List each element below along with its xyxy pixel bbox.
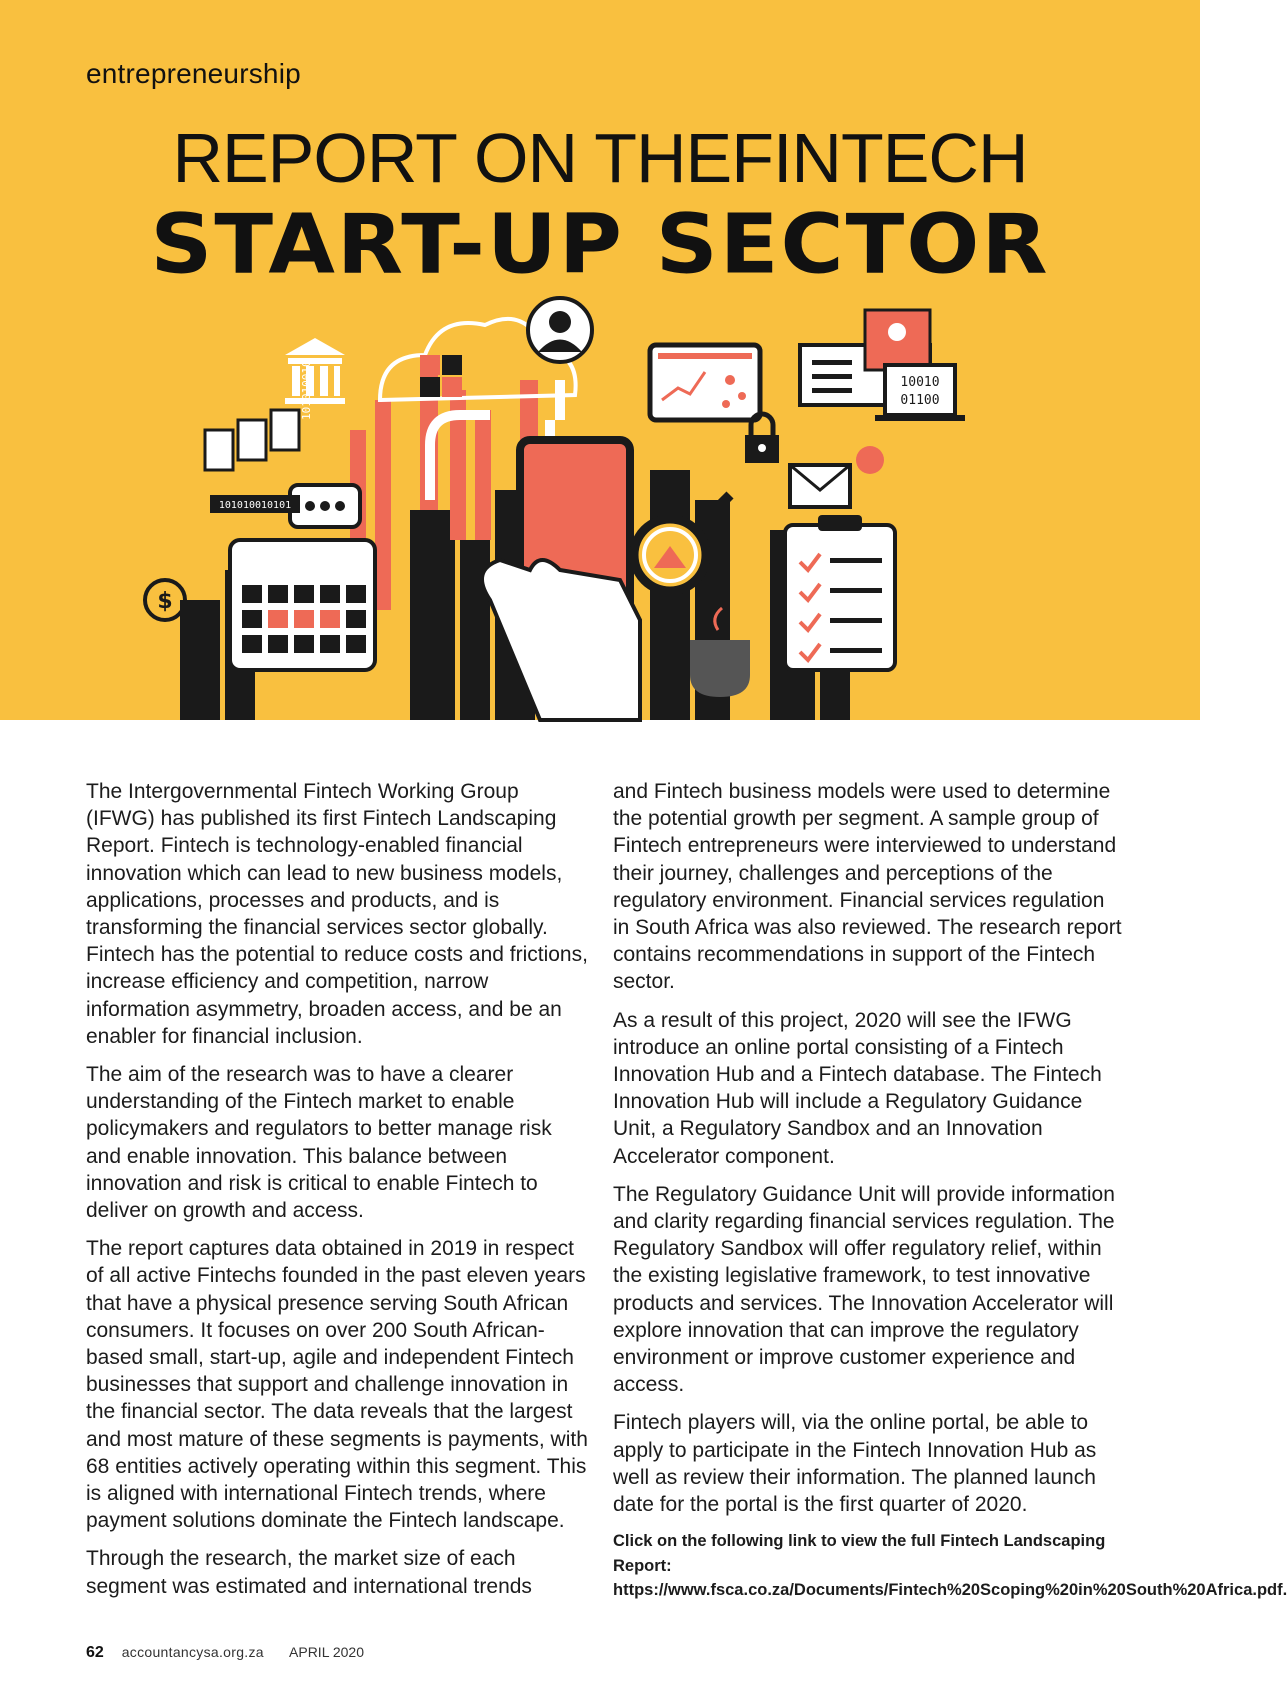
dollar-coin-icon [145,580,185,620]
report-link-note[interactable]: Click on the following link to view the full Fintech Landscaping Report: https://www.fsca.co.za/Documents/Fintech%20Scoping%20in%20South%20Africa.pdf. [613,1532,1287,1600]
article-title-line2: START-UP SECTOR [150,197,1050,293]
hero-banner [0,0,1200,720]
bank-icon [285,338,345,404]
section-label: entrepreneurship [86,58,301,89]
envelope-icon [790,446,884,507]
analytics-screen-icon [650,345,760,420]
clipboard-checklist-icon [785,515,895,670]
right-text-column [613,778,1287,1614]
footer-issue: APRIL 2020 [289,1644,364,1660]
calendar-icon [230,540,375,670]
page-footer [86,1644,364,1662]
paragraph: and Fintech business models were used to determine the potential growth per segment. A sample group of Fintech entrepreneurs were interviewed to understand their journey, challenges and perceptions of the regulatory environment. Financial services regulation in South Africa was also reviewed. The research report contains recommendations in support of the Fintech sector. [613,780,1122,994]
speech-bubble-icon [290,485,360,527]
lock-icon [745,414,779,463]
footer-site: accountancysa.org.za [121,1644,264,1660]
paragraph: The aim of the research was to have a clearer understanding of the Fintech market to enable policymakers and regulators to better manage risk and enable innovation. This balance between innovation and risk is critical to enable Fintech to deliver on growth and access. [86,1063,552,1223]
documents-icon [205,410,299,470]
paragraph: The Regulatory Guidance Unit will provide information and clarity regarding financial services regulation. The Regulatory Sandbox will offer regulatory relief, within the existing legislative framework, to test innovative products and services. The Innovation Accelerator will explore innovation that can improve the regulatory environment or improve customer experience and access. [613,1182,1115,1397]
article-title-line1: REPORT ON THEFINTECH [172,119,1028,197]
laptop-icon [875,365,965,421]
paragraph: The Intergovernmental Fintech Working Group (IFWG) has published its first Fintech Landscaping Report. Fintech is technology-enabled financial innovation which can lead to new business models, applications, processes and products, and is transforming the financial services sector globally. Fintech has the potential to reduce costs and frictions, increase efficiency and competition, narrow information asymmetry, broaden access, and be an enabler for financial inclusion. [86,780,588,1048]
fintech-city-illustration [130,300,1070,720]
binary-strip [210,495,300,513]
paragraph: Through the research, the market size of each segment was estimated and international trends [86,1547,532,1598]
svg-text:101010010101: 101010010101 [218,500,292,511]
binary-vertical: 101010010 [300,360,313,420]
svg-text:$: $ [157,589,173,614]
user-avatar-icon [528,298,592,362]
svg-text:01100: 01100 [900,393,940,408]
paragraph: As a result of this project, 2020 will see the IFWG introduce an online portal consisting of a Fintech Innovation Hub and a Fintech database. The Fintech Innovation Hub will include a Regulatory Guidance Unit, a Regulatory Sandbox and an Innovation Accelerator component. [613,1008,1102,1168]
svg-text:10010: 10010 [900,375,940,390]
paragraph: The report captures data obtained in 2019 in respect of all active Fintechs founded in the past eleven years that have a physical presence serving South African consumers. It focuses on over 200 South African-based small, start-up, agile and independent Fintech businesses that support and challenge innovation in the financial sector. The data reveals that the largest and most mature of these segments is payments, with 68 entities actively operating within this segment. This is aligned with international Fintech trends, where payment solutions dominate the Fintech landscape. [86,1237,588,1533]
left-text-column [86,778,591,1611]
page-number: 62 [86,1644,104,1661]
paragraph: Fintech players will, via the online portal, be able to apply to participate in the Fintech Innovation Hub as well as review their information. The planned launch date for the portal is the first quarter of 2020. [613,1411,1097,1517]
